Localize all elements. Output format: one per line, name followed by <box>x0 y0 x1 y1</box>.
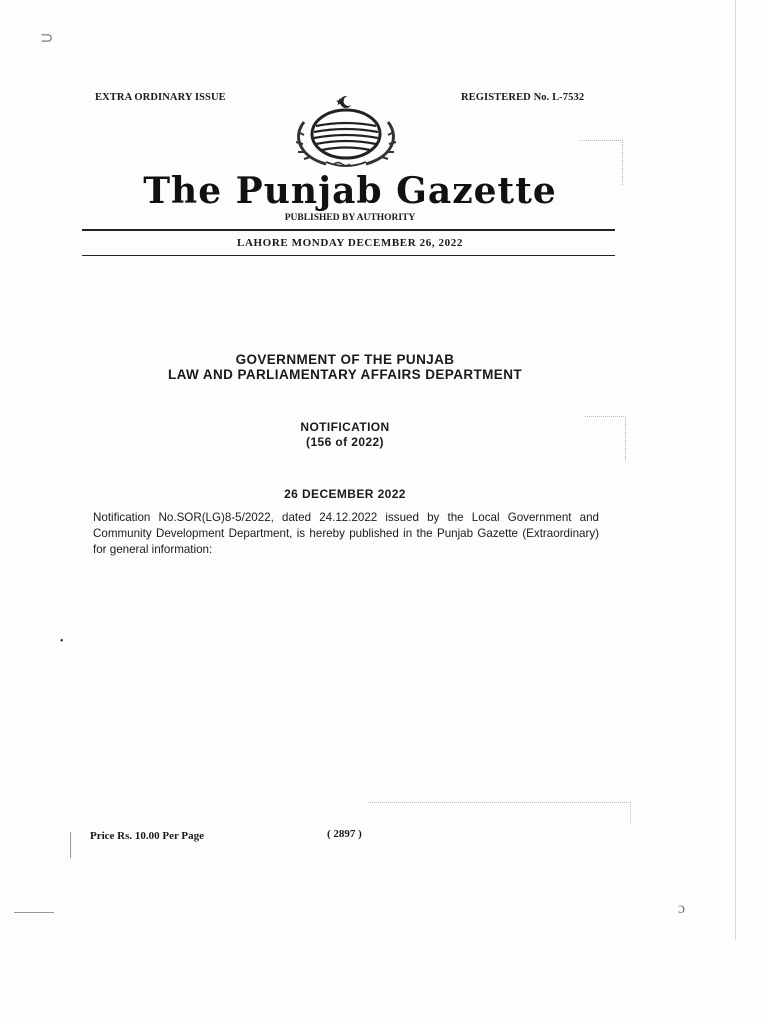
scan-smudge <box>580 140 623 185</box>
price-per-page: Price Rs. 10.00 Per Page <box>90 830 205 842</box>
issue-label: EXTRA ORDINARY ISSUE <box>95 92 226 103</box>
notification-number: (156 of 2022) <box>306 435 384 449</box>
dateline: LAHORE MONDAY DECEMBER 26, 2022 <box>237 237 463 249</box>
scan-line <box>70 832 71 858</box>
scan-edge-line <box>735 0 736 940</box>
scan-smudge <box>585 416 626 461</box>
punjab-emblem-icon <box>282 92 410 174</box>
page-number: ( 2897 ) <box>327 828 362 840</box>
gazette-title: The Punjab Gazette <box>143 170 557 212</box>
notification-heading: NOTIFICATION <box>300 420 390 434</box>
scan-mark-icon: ɔ <box>678 900 686 917</box>
scan-mark-icon: ⊃ <box>40 30 54 47</box>
registered-number: REGISTERED No. L-7532 <box>461 92 585 103</box>
scan-smudge <box>368 802 631 823</box>
notification-body: Notification No.SOR(LG)8-5/2022, dated 24.12.2022 issued by the Local Government and Community Development Department, is hereby published in the Punjab Gazette (Extraordinary) for general information: <box>93 511 599 556</box>
divider-bottom <box>82 255 615 256</box>
department-heading: LAW AND PARLIAMENTARY AFFAIRS DEPARTMENT <box>168 367 522 382</box>
divider-top <box>82 229 615 231</box>
government-heading: GOVERNMENT OF THE PUNJAB <box>235 352 455 367</box>
published-by-authority: PUBLISHED BY AUTHORITY <box>284 213 416 223</box>
scan-line <box>14 912 54 913</box>
notification-date: 26 DECEMBER 2022 <box>284 487 406 501</box>
scan-dot-icon: • <box>60 636 64 647</box>
